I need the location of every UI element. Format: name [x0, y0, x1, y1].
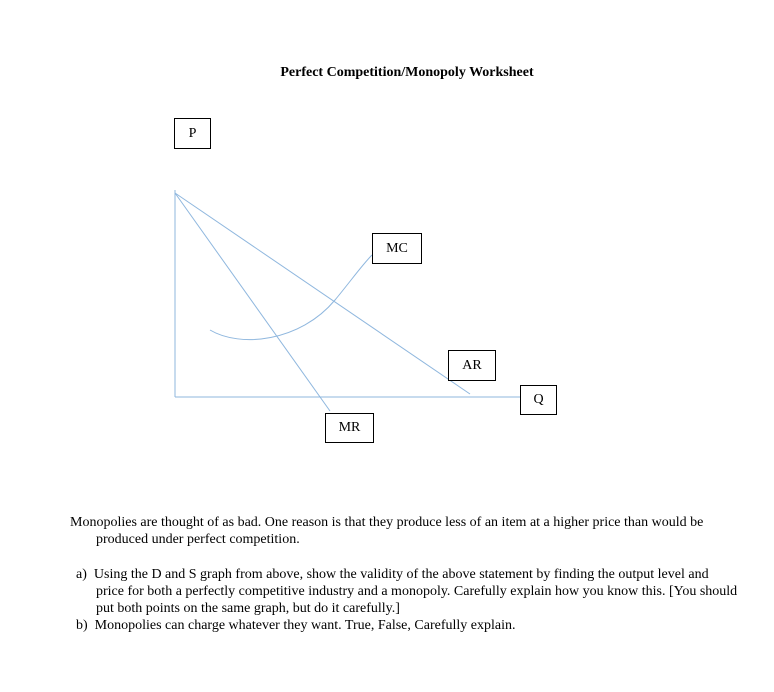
question-b-text: Monopolies can charge whatever they want. True, False, Carefully explain.: [94, 618, 516, 633]
mr-label-text: MR: [338, 420, 361, 435]
question-a: [70, 566, 740, 617]
mc-label-text: MC: [386, 240, 408, 256]
question-a-marker: a): [76, 567, 87, 582]
mc-label: [372, 233, 422, 264]
ar-label-text: AR: [462, 357, 482, 373]
ar-label: [448, 350, 496, 381]
worksheet-title: Perfect Competition/Monopoly Worksheet: [280, 65, 534, 80]
question-b-marker: b): [76, 618, 88, 633]
question-list: [70, 566, 740, 634]
mr-label: [325, 413, 374, 443]
q-axis-label: [520, 385, 557, 415]
intro-paragraph: [70, 514, 740, 548]
ar-curve: [175, 193, 470, 394]
q-label-text: Q: [533, 392, 544, 407]
p-label-text: P: [188, 125, 197, 141]
question-b: [70, 617, 740, 634]
mr-curve: [175, 193, 330, 411]
mc-curve: [210, 255, 372, 340]
intro-text: Monopolies are thought of as bad. One reason is that they produce less of an item at a higher price than would be produced under perfect competition.: [70, 515, 704, 547]
p-axis-label: [174, 118, 211, 149]
question-a-text: Using the D and S graph from above, show the validity of the above statement by finding the output level and price for both a perfectly competitive industry and a monopoly. Carefully explain how you know this. [You should put both points on the same graph, but do it carefully.]: [93, 567, 738, 616]
